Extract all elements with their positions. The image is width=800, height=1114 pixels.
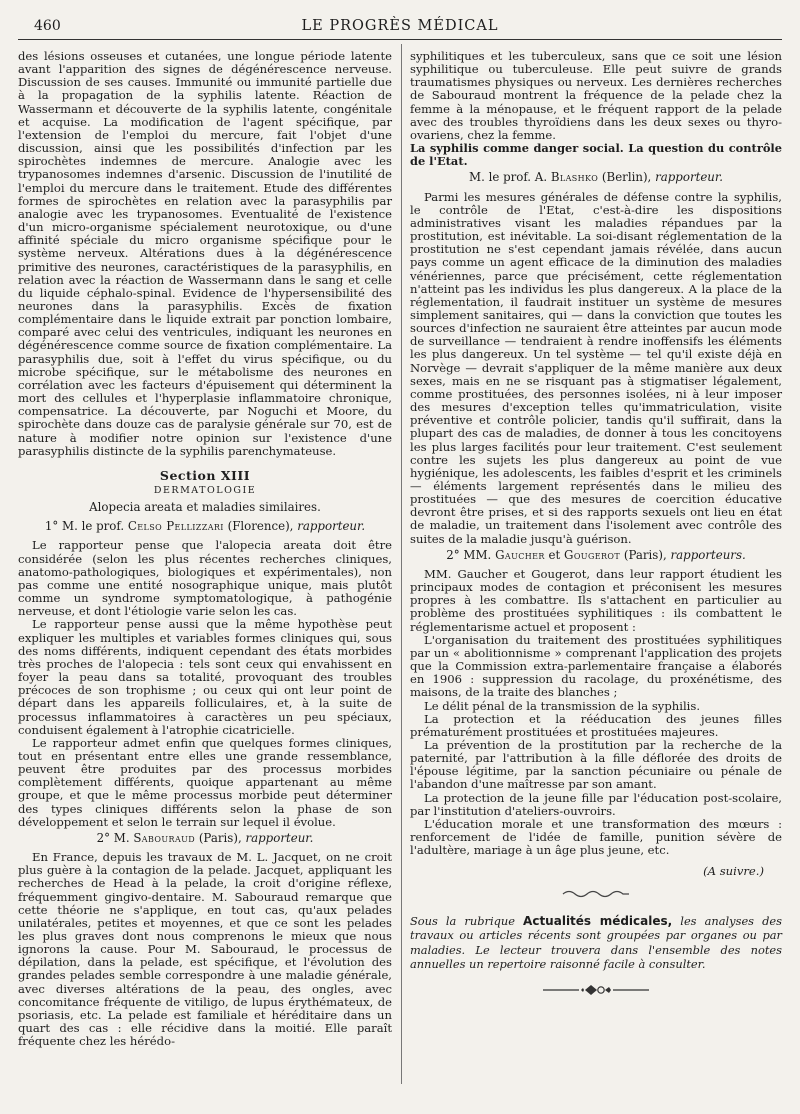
- reporter-prefix: 2° M.: [96, 830, 130, 845]
- running-title: LE PROGRÈS MÉDICAL: [301, 18, 499, 34]
- right-paragraph-3: MM. Gaucher et Gougerot, dans leur rapport étudient les principaux modes de contagion et préconisent les mesures propres à les combattre. Ils s'attachent en particulier au problème des prostituées syphilitiques : ils combattent le réglementarisme actuel et proposent :: [410, 566, 782, 634]
- reporter-role: rapporteur.: [245, 830, 314, 845]
- reporter-place: (Berlin),: [601, 170, 652, 185]
- right-paragraph-4: L'organisation du traitement des prostituées syphilitiques par un « abolitionnisme » comprenant l'application des projets que la Commission extra-parlementaire française a élaborés en 1906 : suppression du racolage, du proxénétisme, des maisons, de la traite des blanches ;: [410, 632, 782, 700]
- left-column: [18, 50, 392, 1048]
- fleuron-icon: [541, 983, 651, 997]
- reporter-line-3: [410, 171, 782, 184]
- reporter-line-1: [18, 520, 392, 533]
- right-paragraph-5: Le délit pénal de la transmission de la syphilis.: [424, 698, 701, 713]
- right-paragraph-2: Parmi les mesures générales de défense contre la syphilis, le contrôle de l'Etat, c'est-à-dire les dispositions administratives visant les maladies répandues par la prostitution, est inévitable. La soi-disant réglementation de la prostitution ne s'est cependant jamais révélée, dans aucun pays comme un agent efficace de la diminution des maladies vénériennes, parce que précisément, cette réglementation n'atteint pas les individus les plus dangereux. A la place de la réglementation, il faudrait instituer un système de mesures simplement sanitaires, qui — dans la conviction que toutes les sources d'infection ne sauraient être atteintes par aucun mode de surveillance — tendraient à rendre inoffensifs les éléments les plus dangereux. Un tel système — tel qu'il existe déjà en Norvège — devrait s'appliquer de la même manière aux deux sexes, mais en ne se risquant pas à stigmatiser légalement, comme prostituées, des personnes isolées, ni à leur imposer des mesures d'exception telles qu'immatriculation, visite préventive et contrôle policier, tandis qu'il suffirait, dans la plupart des cas de maladies, de donner à tous les concitoyens les plus larges facilités pour leur traitement. C'est seulement contre les sujets les plus dangereux au point de vue hygiénique, les adolescents, les faibles d'esprit et les criminels — éléments largement représentés dans le milieu des prostituées — que des mesures de coercition éducative devront être prises, et si des rapports sexuels ont lieu en état de maladie, un traitement dans l'isolement avec contrôle des suites de la maladie jusqu'à guérison.: [410, 189, 782, 546]
- reporter-prefix: 2° MM.: [446, 547, 492, 562]
- section-subtitle: DERMATOLOGIE: [153, 485, 257, 496]
- notice-text-after: les analyses des travaux ou articles récents sont groupées par organes ou par maladies. Le lecteur trouvera dans l'ensemble des notes annuelles un repertoire raisonné facile à consulter.: [410, 913, 782, 971]
- swirl-icon: [561, 889, 631, 899]
- topic-title: Alopecia areata et maladies similaires.: [89, 500, 321, 515]
- notice-text-before: Sous la rubrique: [410, 913, 515, 928]
- editorial-notice: [410, 914, 782, 972]
- reporter-line-4: [410, 549, 782, 562]
- left-paragraph-1: des lésions osseuses et cutanées, une longue période latente avant l'apparition des signes de dégénérescence nerveuse. Discussion de ses causes. Immunité ou immunité partielle due à la propagation de la syphilis latente. Réaction de Wassermann et découverte de la syphilis latente, congénitale et acquise. La modification de l'agent spécifique, par l'extension de l'emploi du mercure, fait l'objet d'une discussion, ainsi que les possibilités d'infection par les spirochètes indemnes de mercure. Analogie avec les trypanosomes indemnes d'arsenic. Discussion de l'inutilité de l'emploi du mercure dans le traitement. Etude des différentes formes de spirochètes en relation avec la parasyphilis par analogie avec les trypanosomes. Eventualité de l'existence d'un micro-organisme spécialement neurotoxique, ou d'une affinité spéciale du micro organisme spécifique pour le système nerveux. Altérations dues à la dégénérescence primitive des neurones, caractéristiques de la parasyphilis, en relation avec la réaction de Wassermann dans le sang et celle du liquide céphalo-spinal. Evidence de l'hypersensibilité des neurones dans la parasyphilis. Excès de fixation complémentaire dans le liquide extrait par ponction lombaire, comparé avec celui des ventricules, indiquant les neurones en dégénérescence comme source de fixation complémentaire. La parasyphilis due, soit à l'effet du virus spécifique, ou du microbe spécifique, sur le métabolisme des neurones en corrélation avec les facteurs d'épuisement qui déterminent la mort des cellules et l'hyperplasie inflammatoire chronique, compensatrice. La découverte, par Noguchi et Moore, du spirochète dans douze cas de paralysie générale sur 70, est de nature à modifier notre opinion sur l'existence d'une parasyphilis distincte de la syphilis parenchymateuse.: [18, 49, 392, 458]
- left-paragraph-5: En France, depuis les travaux de M. L. Jacquet, on ne croit plus guère à la contagion de la pelade. Jacquet, appliquant les recherches de Head à la pelade, la croit d'origine réflexe, fréquemment gingivo-dentaire. M. Sabouraud remarque que cette théorie ne s'applique, en tout cas, qu'aux pelades unilatérales, petites et moyennes, et que ce sont les pelades les plus graves dont nous comprenons le mieux que nous ignorons la cause. Pour M. Sabouraud, le processus de dépilation, dans la pelade, est spécifique, et l'évolution des grandes pelades semble correspondre à une maladie générale, avec diverses altérations de la peau, des ongles, avec concomitance fréquente de vitiligo, de lupus érythémateux, de psoriasis, etc. La pelade est familiale et héréditaire dans un quart des cas : elle récidive dans la moitié. Elle paraît fréquente chez les hérédo-: [18, 850, 392, 1049]
- notice-brand: Actualités médicales,: [523, 913, 673, 928]
- reporter-name: Gougerot: [564, 547, 621, 562]
- reporter-role: rapporteur.: [297, 519, 366, 534]
- reporter-name: Celso Pellizzari: [127, 519, 224, 534]
- right-paragraph-1: syphilitiques et les tuberculeux, sans que ce soit une lésion syphilitique ou tuberculeuse. Elle peut suivre de grands traumatismes physiques ou nerveux. Les dernières recherches de Sabouraud montrent la fréquence de la pelade chez la femme à la ménopause, et le fréquent rapport de la pelade avec des troubles thyroïdiens dans les deux sexes ou thyro-ovariens, chez la femme.: [410, 49, 782, 142]
- header-rule: [18, 39, 782, 40]
- reporter-name: Sabouraud: [133, 830, 196, 845]
- reporter-place: (Florence),: [227, 519, 294, 534]
- right-column: [410, 50, 782, 1000]
- right-paragraph-7: La prévention de la prostitution par la recherche de la paternité, par l'attribution à la fille déflorée des droits de l'épouse légitime, par la sanction pécuniaire ou pénale de l'abandon d'une maîtresse par son amant.: [410, 737, 782, 792]
- ornament-divider-icon: [410, 889, 782, 902]
- left-paragraph-3: Le rapporteur pense aussi que la même hypothèse peut expliquer les multiples et variables formes cliniques qui, sous des noms différents, indiquent cependant des états morbides très proches de l'alopecia : tels sont ceux qui envahissent en foyer la peau dans sa totalité, provoquant des troubles précoces de son trophisme ; ou ceux qui ont leur point de départ dans les appareils folliculaires, et, à la suite de processus inflammatoires à caractères un peu spéciaux, conduisent également à l'atrophie cicatricielle.: [18, 617, 392, 737]
- column-divider: [401, 44, 402, 1084]
- reporter-name: Blashko: [550, 170, 599, 185]
- end-ornament-icon: [410, 983, 782, 1000]
- reporter-prefix: M. le prof. A.: [468, 170, 548, 185]
- right-paragraph-8: La protection de la jeune fille par l'éducation post-scolaire, par l'institution d'ateliers-ouvroirs.: [410, 790, 782, 818]
- left-paragraph-2: Le rapporteur pense que l'alopecia areata doit être considérée (selon les plus récentes recherches cliniques, anatomo-pathologiques, biologiques et expérimentales), non pas comme une entité nosographique unique, mais plutôt comme un syndrome symptomatologique, à pathogénie nerveuse, et dont l'étiologie varie selon les cas.: [18, 538, 392, 619]
- to-be-continued: (A suivre.): [703, 864, 764, 879]
- reporter-place: (Paris),: [198, 830, 242, 845]
- reporter-prefix: 1° M. le prof.: [44, 519, 125, 534]
- right-paragraph-6: La protection et la rééducation des jeunes filles prématurément prostituées et prostituées majeures.: [410, 711, 782, 739]
- reporter-role: rapporteurs.: [670, 547, 746, 562]
- right-heading: La syphilis comme danger social. La question du contrôle de l'Etat.: [410, 141, 782, 169]
- section-title: Section XIII: [159, 467, 251, 483]
- page-number: 460: [34, 18, 61, 34]
- left-paragraph-4: Le rapporteur admet enfin que quelques formes cliniques, tout en présentant entre elles une grande ressemblance, peuvent être produites par des processus morbides complètement différents, quoique appartenant au même groupe, et que le même processus morbide peut déterminer des types cliniques différents selon la phase de son développement et selon le terrain sur lequel il évolue.: [18, 735, 392, 829]
- reporter-place: (Paris),: [623, 547, 667, 562]
- page-header: [18, 16, 782, 38]
- reporter-name: Gaucher: [495, 547, 545, 562]
- reporter-line-2: [18, 832, 392, 845]
- right-paragraph-9: L'éducation morale et une transformation des mœurs : renforcement de l'idée de famille, punition sévère de l'adultère, mariage à un âge plus jeune, etc.: [410, 816, 782, 858]
- reporter-conjunction: et: [548, 547, 561, 562]
- reporter-role: rapporteur.: [655, 170, 723, 185]
